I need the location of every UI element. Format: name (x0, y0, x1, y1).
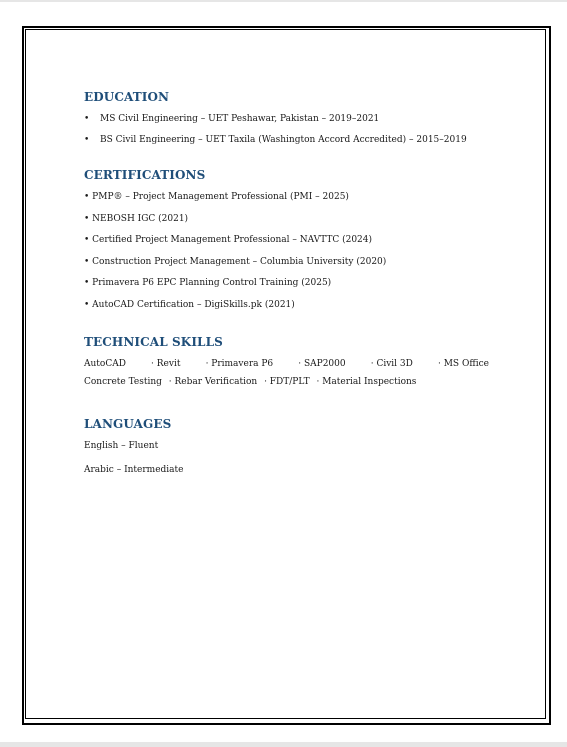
resume-content (84, 90, 504, 476)
certifications-heading: CERTIFICATIONS (84, 168, 206, 182)
document-page (0, 2, 567, 742)
certifications-list (84, 192, 504, 311)
skill-item: · Revit (151, 358, 181, 369)
certification-item: • AutoCAD Certification – DigiSkills.pk (2021) (84, 299, 295, 310)
education-item (84, 114, 504, 125)
education-heading: EDUCATION (84, 90, 170, 104)
certification-item: • Construction Project Management – Columbia University (2020) (84, 256, 387, 267)
skill-item: · Rebar Verification (168, 376, 258, 387)
skill-item: · Civil 3D (370, 358, 413, 369)
technical-skills-section (84, 335, 504, 388)
certification-item: • Primavera P6 EPC Planning Control Training (2025) (84, 278, 332, 289)
language-item: English – Fluent (84, 440, 159, 451)
education-section (84, 90, 504, 146)
technical-skills-heading: TECHNICAL SKILLS (84, 334, 223, 349)
skill-item: AutoCAD (84, 358, 126, 369)
skill-item: · FDT/PLT (264, 376, 310, 387)
education-item (84, 135, 504, 146)
bullet-icon: • (84, 135, 90, 145)
skill-item: · SAP2000 (298, 358, 346, 369)
skill-item: · Primavera P6 (205, 358, 274, 369)
skills-row-field (84, 377, 504, 388)
languages-section (84, 417, 504, 476)
language-item: Arabic – Intermediate (84, 464, 184, 475)
skill-item: Concrete Testing (84, 376, 162, 387)
skills-row-software (84, 359, 489, 370)
bullet-icon: • (84, 114, 90, 124)
education-list (84, 114, 504, 146)
certification-item: • NEBOSH IGC (2021) (84, 213, 189, 224)
languages-heading: LANGUAGES (84, 416, 172, 431)
education-item-text: MS Civil Engineering – UET Peshawar, Pakistan – 2019–2021 (100, 114, 380, 124)
certifications-section (84, 168, 504, 311)
certification-item: • PMP® – Project Management Professional (PMI – 2025) (84, 192, 349, 202)
skill-item: · MS Office (437, 358, 489, 369)
education-item-text: BS Civil Engineering – UET Taxila (Washington Accord Accredited) – 2015–2019 (100, 135, 467, 145)
skill-item: · Material Inspections (316, 376, 417, 387)
certification-item: • Certified Project Management Professional – NAVTTC (2024) (84, 235, 373, 246)
